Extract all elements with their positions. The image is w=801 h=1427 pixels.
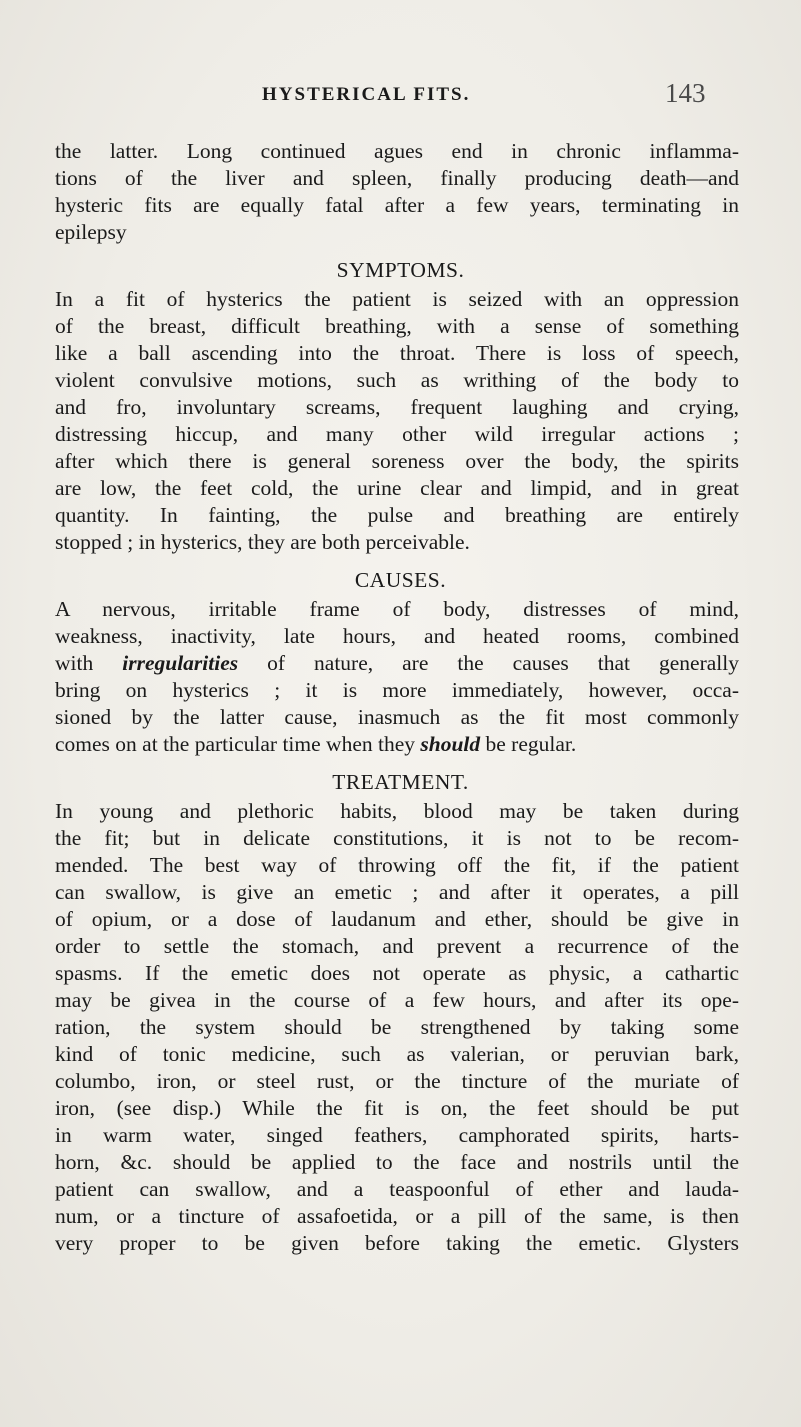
text-line: horn, &c. should be applied to the face and nostrils until the	[55, 1150, 739, 1174]
section-heading-causes: CAUSES.	[354, 568, 447, 592]
text-line: distressing hiccup, and many other wild irregular actions ;	[55, 422, 739, 446]
text-line: may be givea in the course of a few hours, and after its ope-	[55, 988, 739, 1012]
running-head	[0, 78, 801, 114]
section-heading-symptoms: SYMPTOMS.	[336, 258, 465, 282]
text-line: are low, the feet cold, the urine clear and limpid, and in great	[55, 476, 739, 500]
section-heading-treatment: TREATMENT.	[332, 770, 469, 794]
text-line: weakness, inactivity, late hours, and heated rooms, combined	[55, 624, 739, 648]
text-line: iron, (see disp.) While the fit is on, the feet should be put	[55, 1096, 739, 1120]
text-line: after which there is general soreness over the body, the spirits	[55, 449, 739, 473]
text-line: quantity. In fainting, the pulse and breathing are entirely	[55, 503, 739, 527]
text-line: patient can swallow, and a teaspoonful of ether and lauda-	[55, 1177, 739, 1201]
page-number: 143	[665, 78, 706, 108]
text-line: sioned by the latter cause, inasmuch as the fit most commonly	[55, 705, 739, 729]
text-line: the fit; but in delicate constitutions, it is not to be recom-	[55, 826, 739, 850]
text-line: violent convulsive motions, such as writhing of the body to	[55, 368, 739, 392]
text-line: very proper to be given before taking the emetic. Glysters	[55, 1231, 739, 1255]
text-line: In young and plethoric habits, blood may be taken during	[55, 799, 739, 823]
text-line: spasms. If the emetic does not operate as physic, a cathartic	[55, 961, 739, 985]
text-line: epilepsy	[55, 220, 127, 244]
text-line: like a ball ascending into the throat. There is loss of speech,	[55, 341, 739, 365]
text-line: of opium, or a dose of laudanum and ether, should be give in	[55, 907, 739, 931]
text-line: bring on hysterics ; it is more immediately, however, occa-	[55, 678, 739, 702]
text-line: columbo, iron, or steel rust, or the tincture of the muriate of	[55, 1069, 739, 1093]
text-line: stopped ; in hysterics, they are both perceivable.	[55, 530, 470, 554]
text-line: kind of tonic medicine, such as valerian, or peruvian bark,	[55, 1042, 739, 1066]
text-line: can swallow, is give an emetic ; and after it operates, a pill	[55, 880, 739, 904]
text-line: in warm water, singed feathers, camphorated spirits, harts-	[55, 1123, 739, 1147]
text-line: num, or a tincture of assafoetida, or a pill of the same, is then	[55, 1204, 739, 1228]
running-title: HYSTERICAL FITS.	[262, 84, 471, 105]
text-line: and fro, involuntary screams, frequent laughing and crying,	[55, 395, 739, 419]
text-line: order to settle the stomach, and prevent a recurrence of the	[55, 934, 739, 958]
text-line: with irregularities of nature, are the causes that generally	[55, 651, 739, 675]
text-line: the latter. Long continued agues end in chronic inflamma-	[55, 139, 739, 163]
text-line: hysteric fits are equally fatal after a few years, terminating in	[55, 193, 739, 217]
text-line: mended. The best way of throwing off the fit, if the patient	[55, 853, 739, 877]
text-line: A nervous, irritable frame of body, distresses of mind,	[55, 597, 739, 621]
text-line: In a fit of hysterics the patient is seized with an oppression	[55, 287, 739, 311]
text-line: tions of the liver and spleen, finally producing death—and	[55, 166, 739, 190]
text-line: comes on at the particular time when they should be regular.	[55, 732, 577, 756]
text-line: of the breast, difficult breathing, with a sense of something	[55, 314, 739, 338]
text-line: ration, the system should be strengthened by taking some	[55, 1015, 739, 1039]
